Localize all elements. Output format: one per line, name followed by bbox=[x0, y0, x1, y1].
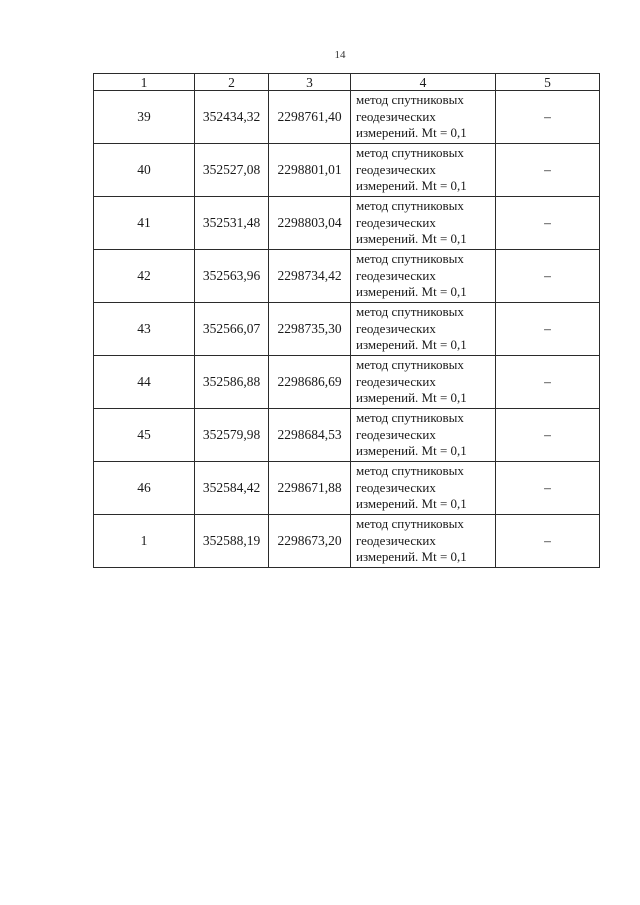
x-coordinate: 352584,42 bbox=[195, 462, 269, 515]
y-coordinate: 2298671,88 bbox=[269, 462, 351, 515]
method-line-2: геодезических bbox=[356, 267, 436, 283]
method-line-2: геодезических bbox=[356, 214, 436, 230]
table-row bbox=[94, 515, 600, 568]
table-row bbox=[94, 197, 600, 250]
table-body bbox=[94, 91, 600, 568]
header-col-4: 4 bbox=[351, 74, 496, 91]
method-line-3: измерений. Mt = 0,1 bbox=[356, 125, 467, 141]
y-coordinate: 2298734,42 bbox=[269, 250, 351, 303]
method-description bbox=[351, 250, 496, 303]
point-number: 43 bbox=[94, 303, 195, 356]
x-coordinate: 352588,19 bbox=[195, 515, 269, 568]
x-coordinate: 352531,48 bbox=[195, 197, 269, 250]
table-row bbox=[94, 409, 600, 462]
column-5-value: – bbox=[496, 515, 600, 568]
method-line-1: метод спутниковых bbox=[356, 516, 464, 532]
method-line-1: метод спутниковых bbox=[356, 410, 464, 426]
point-number: 45 bbox=[94, 409, 195, 462]
method-line-2: геодезических bbox=[356, 479, 436, 495]
column-5-value: – bbox=[496, 144, 600, 197]
point-number: 42 bbox=[94, 250, 195, 303]
method-line-1: метод спутниковых bbox=[356, 304, 464, 320]
method-line-2: геодезических bbox=[356, 320, 436, 336]
x-coordinate: 352586,88 bbox=[195, 356, 269, 409]
method-line-3: измерений. Mt = 0,1 bbox=[356, 390, 467, 406]
method-description bbox=[351, 356, 496, 409]
point-number: 46 bbox=[94, 462, 195, 515]
header-col-3: 3 bbox=[269, 74, 351, 91]
method-description bbox=[351, 197, 496, 250]
coordinates-table bbox=[93, 73, 600, 568]
table-row bbox=[94, 144, 600, 197]
header-col-2: 2 bbox=[195, 74, 269, 91]
method-line-1: метод спутниковых bbox=[356, 463, 464, 479]
x-coordinate: 352566,07 bbox=[195, 303, 269, 356]
header-col-1: 1 bbox=[94, 74, 195, 91]
x-coordinate: 352563,96 bbox=[195, 250, 269, 303]
y-coordinate: 2298684,53 bbox=[269, 409, 351, 462]
method-line-1: метод спутниковых bbox=[356, 198, 464, 214]
method-line-3: измерений. Mt = 0,1 bbox=[356, 337, 467, 353]
method-description bbox=[351, 91, 496, 144]
column-5-value: – bbox=[496, 409, 600, 462]
point-number: 44 bbox=[94, 356, 195, 409]
method-line-3: измерений. Mt = 0,1 bbox=[356, 549, 467, 565]
method-description bbox=[351, 515, 496, 568]
method-description bbox=[351, 409, 496, 462]
table-row bbox=[94, 303, 600, 356]
column-5-value: – bbox=[496, 91, 600, 144]
point-number: 1 bbox=[94, 515, 195, 568]
method-line-1: метод спутниковых bbox=[356, 145, 464, 161]
point-number: 41 bbox=[94, 197, 195, 250]
y-coordinate: 2298801,01 bbox=[269, 144, 351, 197]
column-5-value: – bbox=[496, 356, 600, 409]
y-coordinate: 2298673,20 bbox=[269, 515, 351, 568]
table-header bbox=[94, 74, 600, 91]
method-description bbox=[351, 144, 496, 197]
column-5-value: – bbox=[496, 462, 600, 515]
method-description bbox=[351, 303, 496, 356]
x-coordinate: 352434,32 bbox=[195, 91, 269, 144]
method-line-2: геодезических bbox=[356, 373, 436, 389]
method-line-2: геодезических bbox=[356, 532, 436, 548]
method-line-2: геодезических bbox=[356, 161, 436, 177]
table-row bbox=[94, 91, 600, 144]
table-row bbox=[94, 250, 600, 303]
table-row bbox=[94, 462, 600, 515]
method-line-3: измерений. Mt = 0,1 bbox=[356, 178, 467, 194]
column-5-value: – bbox=[496, 250, 600, 303]
y-coordinate: 2298686,69 bbox=[269, 356, 351, 409]
table-row bbox=[94, 356, 600, 409]
column-5-value: – bbox=[496, 197, 600, 250]
method-line-1: метод спутниковых bbox=[356, 92, 464, 108]
y-coordinate: 2298735,30 bbox=[269, 303, 351, 356]
header-col-5: 5 bbox=[496, 74, 600, 91]
y-coordinate: 2298803,04 bbox=[269, 197, 351, 250]
point-number: 40 bbox=[94, 144, 195, 197]
method-description bbox=[351, 462, 496, 515]
page-number: 14 bbox=[334, 49, 346, 61]
method-line-3: измерений. Mt = 0,1 bbox=[356, 231, 467, 247]
method-line-1: метод спутниковых bbox=[356, 251, 464, 267]
method-line-3: измерений. Mt = 0,1 bbox=[356, 284, 467, 300]
point-number: 39 bbox=[94, 91, 195, 144]
header-row bbox=[94, 74, 600, 91]
method-line-2: геодезических bbox=[356, 426, 436, 442]
method-line-3: измерений. Mt = 0,1 bbox=[356, 496, 467, 512]
method-line-3: измерений. Mt = 0,1 bbox=[356, 443, 467, 459]
method-line-2: геодезических bbox=[356, 108, 436, 124]
x-coordinate: 352579,98 bbox=[195, 409, 269, 462]
column-5-value: – bbox=[496, 303, 600, 356]
method-line-1: метод спутниковых bbox=[356, 357, 464, 373]
x-coordinate: 352527,08 bbox=[195, 144, 269, 197]
y-coordinate: 2298761,40 bbox=[269, 91, 351, 144]
